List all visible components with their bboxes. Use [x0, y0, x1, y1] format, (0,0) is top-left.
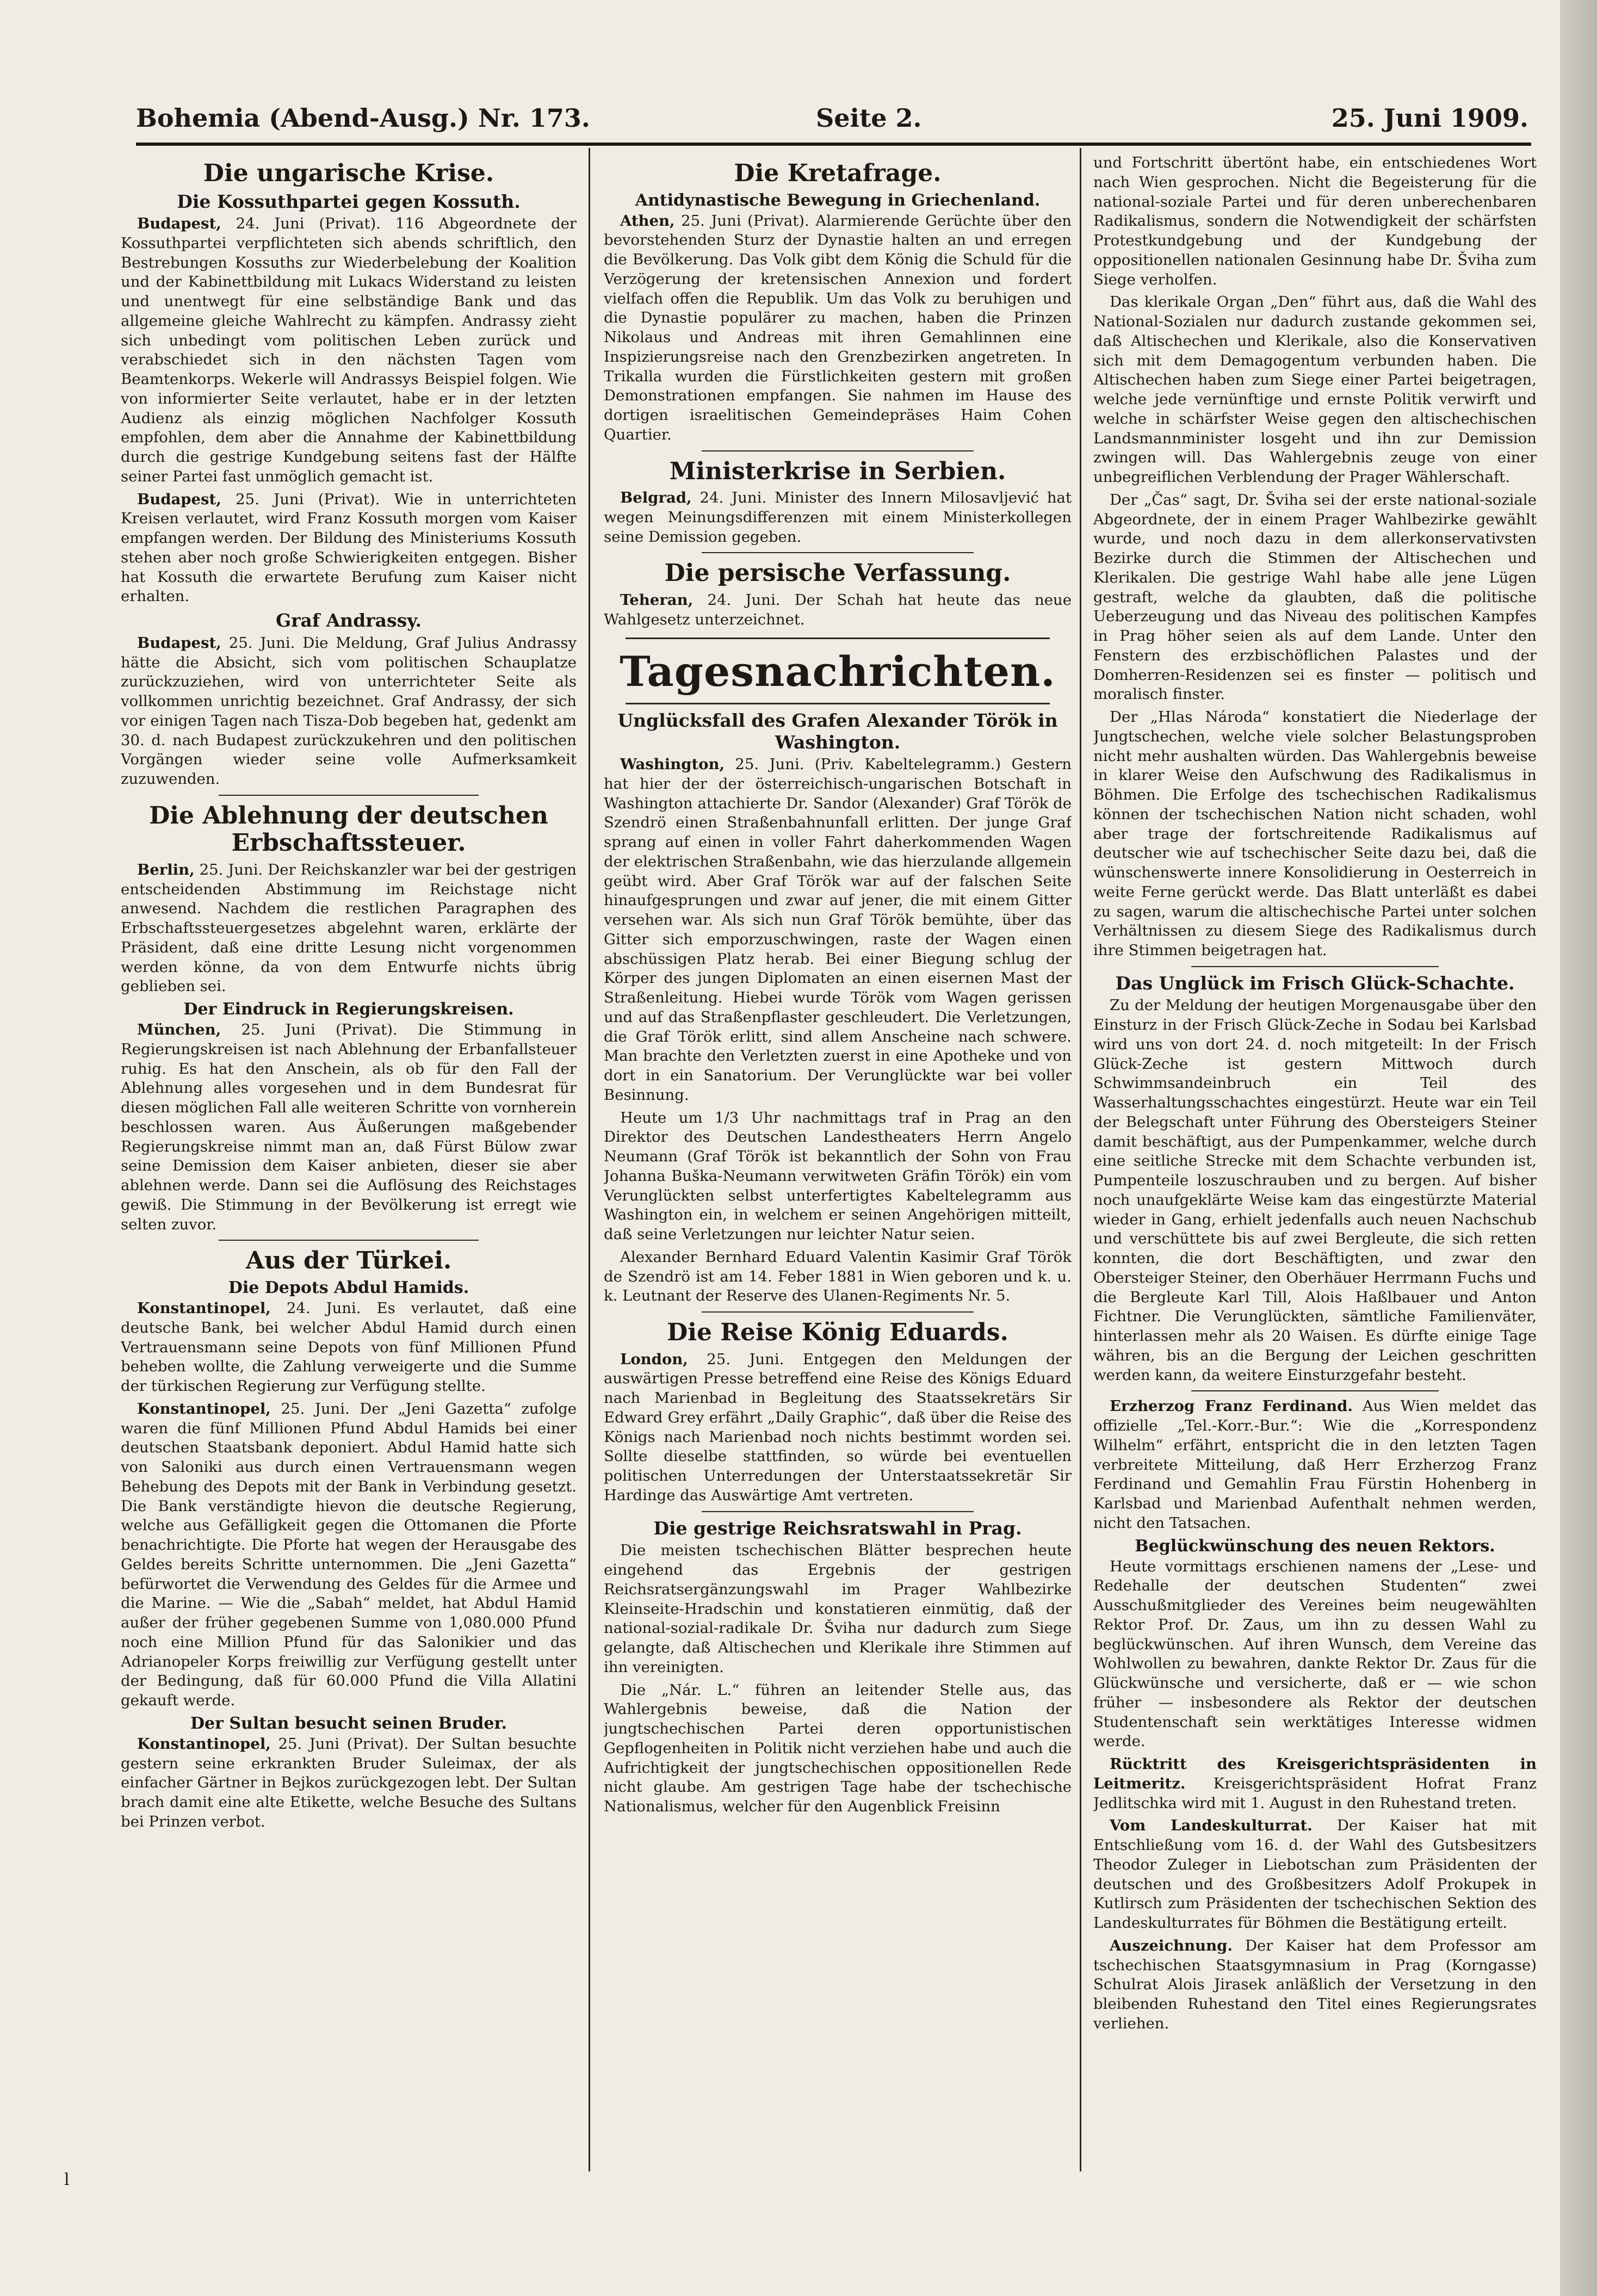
article-paragraph — [604, 755, 1072, 1105]
article-paragraph — [1093, 1397, 1537, 1533]
article-paragraph: Zu der Meldung der heutigen Morgenausgabe über den Einsturz in der Frisch Glück-Zeche in Sodau bei Karlsbad wird uns von dort 24. d. noch mitgeteilt: In der Frisch Glück-Zeche ist gestern Mittwoch durch Schwimmsandeinbruch ein Teil des Wasserhaltungsschachtes eingestürzt. Heute war ein Teil der Belegschaft unter Führung des Obersteigers Steiner damit beschäftigt, aus der Pumpenkammer, welche durch eine seitliche Strecke mit dem Schachte verbunden ist, Pumpenteile loszuschrauben und zu bergen. Auf bisher noch unaufgeklärte Weise kam das eingestürzte Material wieder in Gang, erhielt jedenfalls auch neuen Nachschub und verschüttete bis auf zwei Bergleute, die sich retten konnten, die dort Beschäftigten, und zwar den Obersteiger Steiner, den Oberhäuer Herrmann Fuchs und die Bergleute Karl Till, Alois Haßlbauer und Anton Fichtner. Die Verunglückten, sämtliche Familienväter, hinterlassen mehr als 20 Waisen. Es dürfte einige Tage währen, bis an die Bergung der Leichen geschritten werden kann, da weitere Einsturzgefahr besteht. — [1093, 997, 1537, 1384]
separator — [1191, 966, 1439, 967]
article-title-frisch-glueck: Das Unglück im Frisch Glück-Schachte. — [1115, 972, 1515, 994]
article-title-rektor: Beglückwünschung des neuen Rektors. — [1135, 1536, 1495, 1556]
dateline: Konstantinopel, — [137, 1400, 271, 1418]
paragraph-text: 25. Juni. (Priv. Kabeltelegramm.) Gestern hat hier der der österreichisch-ungarischen Botschaft in Washington attachierte Dr. Sandor (Alexander) Graf Török de Szendrö einen Straßenbahnunfall erlitten. Der junge Graf sprang auf einen in voller Fahrt daherkommenden Wagen der elektrischen Straßenbahn, wie das hierzulande allgemein geübt wird. Aber Graf Török war auf der falschen Seite hinaufgesprungen und zwar auf jener, die mit einem Gitter versehen war. Als sich nun Graf Török bemühte, über das Gitter sich emporzuschwingen, raste der Wagen einen abschüssigen Platz herab. Bei einer Biegung schlug der Körper des jungen Diplomaten an einen eisernen Mast der Straßenleitung. Hiebei wurde Török vom Wagen gerissen und auf das Straßenpflaster geschleudert. Die Verletzungen, die Graf Török erlitt, sind allem Anscheine nach schwere. Man brachte den Verletzten zuerst in eine Apotheke und von dort in ein Sanatorium. Der Verunglückte war bei voller Besinnung. — [604, 756, 1072, 1104]
header-rule — [136, 143, 1531, 146]
column-middle — [604, 153, 1072, 2166]
paragraph-text: 25. Juni (Privat). Alarmierende Gerüchte über den bevorstehenden Sturz der Dynastie halten an und erregen die Bevölkerung. Das Volk gibt dem König die Schuld für die Verzögerung der kretensischen Annexion und fordert vielfach offen die Republik. Um das Volk zu beruhigen und die Dynastie populärer zu machen, haben die Prinzen Nikolaus und Andreas mit ihren Gemahlinnen eine Inspizierungsreise nach den Grenzbezirken angetreten. In Trikalla wurden die Fürstlichkeiten gestern mit großen Demonstrationen empfangen. Sie nahmen im Hause des dortigen israelitischen Gemeindepräses Haim Cohen Quartier. — [604, 212, 1072, 443]
separator — [219, 1240, 479, 1241]
article-paragraph — [604, 212, 1072, 445]
dateline: Athen, — [620, 212, 675, 230]
column-divider — [1080, 148, 1081, 2171]
article-paragraph — [1093, 1755, 1537, 1813]
paragraph-text: 24. Juni. Der Schah hat heute das neue Wahlgesetz unterzeichnet. — [604, 591, 1072, 628]
page-header — [136, 103, 1528, 147]
article-paragraph — [121, 861, 577, 997]
article-paragraph — [121, 1020, 577, 1234]
column-right — [1093, 153, 1537, 2166]
dateline: Budapest, — [137, 634, 221, 652]
article-paragraph — [1093, 1936, 1537, 2034]
dateline: München, — [137, 1021, 221, 1039]
article-title-ungarische-krise: Die ungarische Krise. — [203, 159, 494, 187]
paragraph-text: 24. Juni. Es verlautet, daß eine deutsche Bank, bei welcher Abdul Hamid durch einen Vertrauensmann seine Depots von fünf Millionen Pfund beheben wollte, die Zahlung verweigerte und die Summe der türkischen Regierung zur Verfügung stellte. — [121, 1299, 577, 1395]
separator — [219, 795, 479, 796]
article-paragraph: Das klerikale Organ „Den“ führt aus, daß die Wahl des National-Sozialen nur dadurch zustande gekommen sei, daß Altischechen und Klerikale, also die Konservativen sich mit dem Demagogentum verbunden haben. Die Altischechen haben zum Siege einer Partei beigetragen, welche jede vernünftige und ernste Politik verwirft und welche in schärfster Weise gegen den altischechischen Landsmannminister losgeht und ihn zur Demission zwingen will. Das Wahlergebnis zeuge von einer unbegreiflichen Verblendung der Prager Wählerschaft. — [1093, 293, 1537, 486]
article-subtitle: Die Kossuthpartei gegen Kossuth. — [177, 190, 521, 212]
paragraph-text: 25. Juni (Privat). Der Sultan besuchte gestern seine erkrankten Bruder Suleimax, der als einfacher Gärtner in Bejkos zurückgezogen lebt. Der Sultan brach damit eine alte Etikette, welche Besuche des Sultans bei Prinzen verbot. — [121, 1735, 577, 1830]
paragraph-text: Der Kaiser hat dem Professor am tschechischen Staatsgymnasium in Prag (Korngasse) Schulrat Alois Jirasek anläßlich der Versetzung in den bleibenden Ruhestand den Titel eines Regierungsrates verliehen. — [1093, 1936, 1537, 2032]
inline-heading: Erzherzog Franz Ferdinand. — [1110, 1397, 1353, 1415]
paragraph-text: 25. Juni. Die Meldung, Graf Julius Andrassy hätte die Absicht, sich vom politischen Schauplatze zurückzuziehen, wird von unterrichteter Seite als vollkommen unrichtig bezeichnet. Graf Andrassy, der sich vor einigen Tagen nach Tisza-Dob begeben hat, gedenkt am 30. d. nach Budapest zurückzukehren und den politischen Vorgängen wieder seine volle Aufmerksamkeit zuzuwenden. — [121, 634, 577, 788]
dateline: Teheran, — [620, 591, 694, 609]
paragraph-text: 25. Juni (Privat). Die Stimmung in Regierungskreisen ist nach Ablehnung der Erbanfallsteuer ruhig. Es hat den Anschein, als ob für den Fall der Ablehnung alles vorgesehen und in dem Bundesrat für diesen möglichen Fall alle weiteren Schritte von vornherein beschlossen waren. Aus Äußerungen maßgebender Regierungskreise nimmt man an, daß Fürst Bülow zwar seine Demission dem Kaiser anbieten, dieser sie aber ablehnen werde. Dann sei die Auflösung des Reichstages gewiß. Die Stimmung in der Bevölkerung ist erregt wie selten zuvor. — [121, 1021, 577, 1233]
article-paragraph — [121, 1735, 577, 1832]
inline-heading: Auszeichnung. — [1110, 1936, 1233, 1954]
paragraph-text: 25. Juni. Der „Jeni Gazetta“ zufolge waren die fünf Millionen Pfund Abdul Hamids bei einer deutschen Staatsbank deponiert. Abdul Hamid hatte sich von Saloniki aus durch einen Vertrauensmann wegen Behebung des Depots mit der Bank in Verbindung gesetzt. Die Bank verständigte hievon die deutsche Regierung, welche aus Gefälligkeit gegen die Ottomanen die Pforte benachrichtigte. Die Pforte hat wegen der Herausgabe des Geldes bereits Schritte unternommen. Die „Jeni Gazetta“ befürwortet die Verwendung des Geldes für die Armee und die Marine. — Wie die „Sabah“ meldet, hat Abdul Hamid außer der früher gegebenen Summe von 1,080.000 Pfund noch eine Million Pfund für das Salonikier und das Adrianopeler Korps freiwillig zur Verfügung gestellt unter der Bedingung, daß für 60.000 Pfund die Villa Allatini gekauft werde. — [121, 1400, 577, 1710]
article-paragraph: Heute um 1/3 Uhr nachmittags traf in Prag an den Direktor des Deutschen Landestheaters Herrn Angelo Neumann (Graf Török ist bekanntlich der Sohn von Frau Johanna Buška-Neumann verwitweten Gräfin Török) ein vom Verunglückten selbst unterfertigtes Kabeltelegramm aus Washington ein, in welchem er seinen Angehörigen mitteilt, daß seine Verletzungen nur leichter Natur seien. — [604, 1109, 1072, 1243]
article-paragraph: Die meisten tschechischen Blätter besprechen heute eingehend das Ergebnis der gestrigen Reichsratsergänzungswahl im Prager Wahlbezirke Kleinseite-Hradschin und konstatieren einmütig, daß der national-sozial-radikale Dr. Šviha nur dadurch zum Siege gelangte, daß Altischechen und Klerikale ihre Stimmen auf ihn vereinigten. — [604, 1542, 1072, 1676]
separator — [702, 1511, 974, 1512]
dateline: Budapest, — [137, 490, 221, 508]
article-paragraph: Heute vormittags erschienen namens der „Lese- und Redehalle der deutschen Studenten“ zwei Ausschußmitglieder des Vereines beim neugewählten Rektor Prof. Dr. Zaus, um ihn zu dessen Wahl zu beglückwünschen. Auf ihren Wunsch, dem Vereine das Wohlwollen zu bewahren, dankte Rektor Dr. Zaus für die Glückwünsche und versicherte, daß er — wie schon früher — insbesondere als Rektor der deutschen Studentenschaft sein werktätiges Interesse widmen werde. — [1093, 1557, 1537, 1750]
separator — [702, 552, 974, 553]
separator — [1191, 1390, 1439, 1391]
article-title-reise-eduard: Die Reise König Eduards. — [667, 1319, 1008, 1347]
article-title-graf-andrassy: Graf Andrassy. — [275, 610, 422, 632]
article-title-kretafrage: Die Kretafrage. — [734, 159, 942, 187]
separator — [702, 450, 974, 451]
inline-heading: Rücktritt des Kreisgerichtspräsidenten in Leitmeritz. — [1093, 1755, 1537, 1792]
article-title-eindruck: Der Eindruck in Regierungskreisen. — [183, 1000, 514, 1019]
article-title-serbien: Ministerkrise in Serbien. — [669, 457, 1006, 485]
article-paragraph: und Fortschritt übertönt habe, ein entschiedenes Wort nach Wien gesprochen. Nicht die Begeisterung für die national-soziale Partei und für deren unberechenbaren Radikalismus, sondern die Notwendigkeit der schärfsten Protestkundgebung und der Kundgebung der oppositionellen nationalen Gesinnung habe Dr. Šviha zum Siege verholfen. — [1093, 154, 1537, 288]
page-edge-shadow — [1560, 0, 1597, 2296]
dateline: Konstantinopel, — [137, 1299, 271, 1317]
article-title-unglueck-toeroek: Unglücksfall des Grafen Alexander Török in Washington. — [617, 709, 1058, 753]
article-paragraph — [604, 591, 1072, 630]
separator — [626, 703, 1050, 704]
article-subtitle-depots: Die Depots Abdul Hamids. — [228, 1278, 469, 1298]
paragraph-text: 25. Juni. Der Reichskanzler war bei der gestrigen entscheidenden Abstimmung im Reichstage nicht anwesend. Nachdem die restlichen Paragraphen des Erbschaftssteuergesetzes abgelehnt waren, erklärte der Präsident, daß eine dritte Lesung nicht vorgenommen werden könne, da von dem Entwurfe nichts übrig geblieben sei. — [121, 861, 577, 995]
dateline: Konstantinopel, — [137, 1735, 271, 1753]
paragraph-text: 25. Juni (Privat). Wie in unterrichteten Kreisen verlautet, wird Franz Kossuth morgen vom Kaiser empfangen werden. Der Bildung des Ministeriums Kossuth stehen aber noch große Schwierigkeiten entgegen. Bisher hat Kossuth die erwartete Berufung zum Kaiser nicht erhalten. — [121, 490, 577, 605]
article-paragraph — [121, 490, 577, 607]
article-paragraph — [1093, 1816, 1537, 1933]
article-title-erbschaftssteuer: Die Ablehnung der deutschen Erbschaftssteuer. — [149, 801, 548, 857]
header-issue: Bohemia (Abend-Ausg.) Nr. 173. — [136, 103, 590, 133]
dateline: Budapest, — [137, 215, 221, 233]
paragraph-text: 24. Juni (Privat). 116 Abgeordnete der Kossuthpartei verpflichteten sich abends schriftlich, den Bestrebungen Kossuths zur Wiederbelebung der Koalition und der Kabinettbildung mit Lukacs Widerstand zu leisten und unentwegt für eine selbständige Bank und das allgemeine gleiche Wahlrecht zu kämpfen. Andrassy zieht sich unbedingt vom politischen Leben zurück und verabschiedet sich in den nächsten Tagen vom Beamtenkorps. Wekerle will Andrassys Beispiel folgen. Wie von informierter Seite verlautet, habe er in der letzten Audienz als einzig möglichen Nachfolger Kossuth empfohlen, dem aber die Annahme der Kabinettbildung durch die gestrige Kundgebung seitens fast der Hälfte seiner Partei fast unmöglich gemacht ist. — [121, 215, 577, 485]
article-title-tuerkei: Aus der Türkei. — [245, 1247, 452, 1275]
paragraph-text: 25. Juni. Entgegen den Meldungen der auswärtigen Presse betreffend eine Reise des Königs Eduard nach Marienbad in Begleitung des Staatssekretärs Sir Edward Grey erfährt „Daily Graphic“, daß über die Reise des Königs nach Marienbad noch nichts bestimmt worden sei. Sollte dieselbe stattfinden, so würde bei eventuellen politischen Unterredungen der Unterstaatssekretär Sir Hardinge das Auswärtige Amt vertreten. — [604, 1350, 1072, 1504]
article-paragraph: Der „Čas“ sagt, Dr. Šviha sei der erste national-soziale Abgeordnete, der in einem Prager Wahlbezirke gewählt wurde, und noch dazu in dem allerkonservativsten Bezirke durch die Stimmen der Altischechen und Klerikalen. Die gestrige Wahl habe alle jene Lügen gestraft, welche da glaubten, daß die politische Ueberzeugung und das Niveau des politischen Kampfes in Prag höher seien als auf dem Lande. Unter den Fenstern des erzbischöflichen Palastes und der Domherren-Residenzen sei es finster — politisch und moralisch finster. — [1093, 491, 1537, 703]
article-subtitle: Antidynastische Bewegung in Griechenland. — [635, 190, 1041, 210]
article-paragraph — [604, 1350, 1072, 1506]
article-title-persien: Die persische Verfassung. — [664, 559, 1011, 587]
column-divider — [589, 148, 590, 2171]
separator — [702, 1311, 974, 1313]
header-date: 25. Juni 1909. — [1331, 103, 1528, 133]
dateline: Belgrad, — [620, 489, 692, 507]
article-paragraph — [121, 1400, 577, 1711]
dateline: Berlin, — [137, 861, 195, 878]
paragraph-text: Aus Wien meldet das offizielle „Tel.-Korr.-Bur.“: Wie die „Korrespondenz Wilhelm“ erfährt, entspricht die in den letzten Tagen verbreitete Mitteilung, daß Herr Erzherzog Franz Ferdinand und Gemahlin Frau Fürstin Hohenberg in Karlsbad und Marienbad Aufenthalt nehmen werden, nicht den Tatsachen. — [1093, 1397, 1537, 1532]
article-paragraph — [121, 214, 577, 487]
paragraph-text: Kreisgerichtspräsident Hofrat Franz Jedlitschka wird mit 1. August in den Ruhestand treten. — [1093, 1774, 1537, 1812]
section-title-tagesnachrichten: Tagesnachrichten. — [620, 647, 1056, 696]
paragraph-text: 24. Juni. Minister des Innern Milosavljević hat wegen Meinungsdifferenzen mit einem Ministerkollegen seine Demission gegeben. — [604, 489, 1072, 546]
paragraph-text: Der Kaiser hat mit Entschließung vom 16. d. der Wahl des Gutsbesitzers Theodor Zuleger in Liebotschan zum Präsidenten der deutschen und des Großbesitzers Adolf Prokupek in Kutlirsch zum Präsidenten der tschechischen Sektion des Landeskulturrates für Böhmen die Bestätigung erteilt. — [1093, 1817, 1537, 1932]
article-paragraph: Die „Nár. L.“ führen an leitender Stelle aus, das Wahlergebnis beweise, daß die Nation der jungtschechischen Partei deren opportunistischen Gepflogenheiten in Politik nicht verziehen habe und auch die Aufrichtigkeit der jungtschechischen oppositionellen Rede nicht glaube. Am gestrigen Tage habe der tschechische Nationalismus, welcher für den Augenblick Freisinn — [604, 1681, 1072, 1816]
dateline: London, — [620, 1350, 688, 1368]
article-paragraph: Alexander Bernhard Eduard Valentin Kasimir Graf Török de Szendrö ist am 14. Feber 1881 in Wien geboren und k. u. k. Leutnant der Reserve des Ulanen-Regiments Nr. 5. — [604, 1248, 1072, 1305]
article-title-reichsratswahl: Die gestrige Reichsratswahl in Prag. — [653, 1517, 1022, 1539]
article-paragraph — [604, 488, 1072, 547]
dateline: Washington, — [620, 756, 725, 773]
article-paragraph — [121, 1299, 577, 1396]
margin-mark: l — [64, 2170, 70, 2189]
article-paragraph — [121, 634, 577, 789]
article-paragraph: Der „Hlas Národa“ konstatiert die Niederlage der Jungtschechen, welche viele solcher Belastungsproben nicht mehr aushalten würden. Das Wahlergebnis beweise in klarer Weise den Aufschwung des Radikalismus in Böhmen. Die Erfolge des tschechischen Radikalismus können der tschechischen Nation nicht schaden, wohl aber trage der fortschreitende Radikalismus auf deutscher wie auf tschechischer Seite dazu bei, daß die wünschenswerte innere Konsolidierung in Oesterreich in weite Ferne gerückt werde. Das Blatt unterläßt es dabei zu sagen, warum die altischechische Partei unter solchen Verhältnissen zu diesem Siege des Radikalismus durch ihre Stimmen beigetragen hat. — [1093, 708, 1537, 959]
column-left — [121, 153, 577, 2166]
header-page-number: Seite 2. — [816, 103, 922, 133]
separator — [626, 638, 1050, 639]
article-subtitle-sultan: Der Sultan besucht seinen Bruder. — [190, 1713, 507, 1733]
inline-heading: Vom Landeskulturrat. — [1110, 1817, 1313, 1835]
